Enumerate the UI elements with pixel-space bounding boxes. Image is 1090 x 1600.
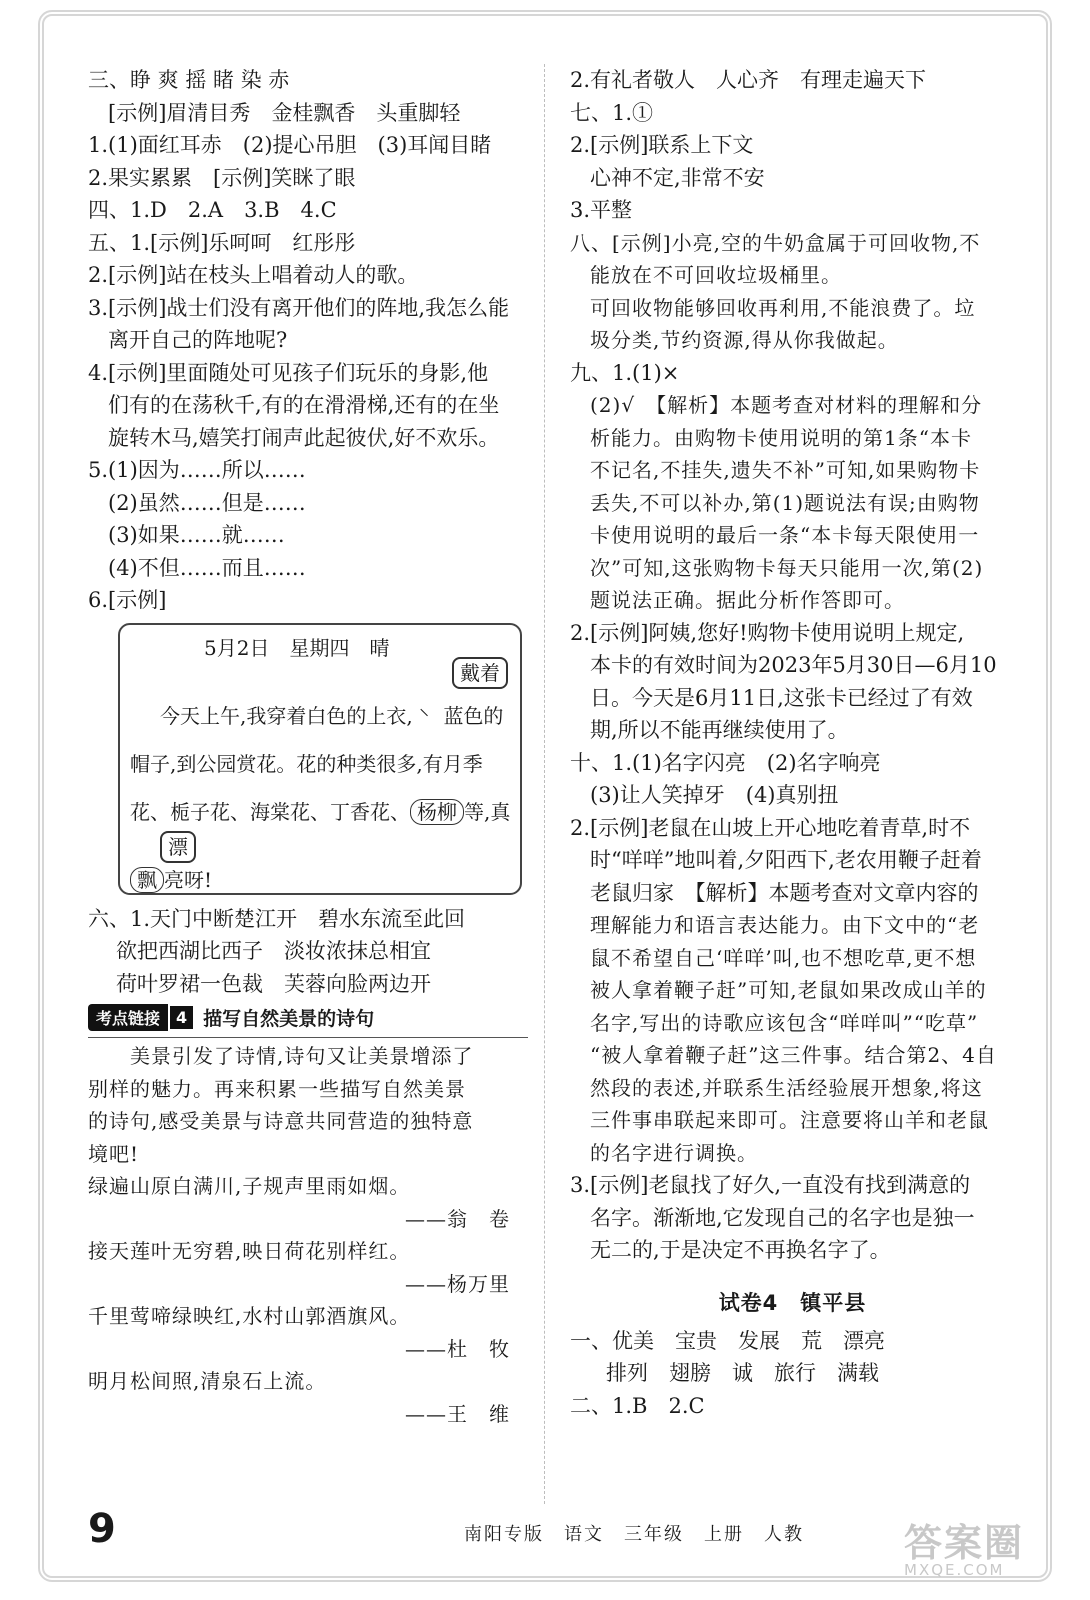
answer-line: 五、1.[示例]乐呵呵 红彤彤 [88, 230, 356, 255]
poem-line: 明月松间照,清泉石上流。 [88, 1369, 327, 1393]
link-text: 别样的魅力。再来积累一些描写自然美景 [88, 1076, 466, 1101]
answer-line: 排列 翅膀 诚 旅行 满载 [606, 1361, 879, 1385]
answer-line: 题说法正确。据此分析作答即可。 [590, 588, 905, 612]
link-title: 描写自然美景的诗句 [203, 1008, 375, 1030]
answer-line: 无二的,于是决定不再换名字了。 [590, 1238, 891, 1262]
answer-line: 3.[示例]老鼠找了好久,一直没有找到满意的 [570, 1173, 971, 1197]
answer-line: 三、睁 爽 摇 睹 染 赤 [88, 68, 290, 92]
diary-text: 亮呀! [164, 867, 213, 892]
answer-line: 2.[示例]老鼠在山坡上开心地吃着青草,时不 [570, 815, 971, 840]
answer-line: 能放在不可回收垃圾桶里。 [590, 263, 842, 287]
right-column [570, 64, 1015, 1422]
diary-text: 今天上午,我穿着白色的上衣, [160, 703, 413, 728]
answer-line: 3.[示例]战士们没有离开他们的阵地,我怎么能 [88, 295, 510, 320]
link-text: 境吧! [88, 1141, 140, 1166]
answer-line: 析能力。由购物卡使用说明的第1条“本卡 [590, 425, 972, 450]
answer-line: 时“咩咩”地叫着,夕阳西下,老农用鞭子赶着 [590, 848, 982, 872]
poem-line: 千里莺啼绿映红,水村山郭酒旗风。 [88, 1304, 411, 1328]
link-number: 4 [170, 1006, 193, 1029]
page-number: 9 [88, 1506, 116, 1552]
answer-line: 丢失,不可以补办,第(1)题说法有误;由购物 [590, 490, 980, 515]
diary-box [118, 623, 522, 895]
answer-line: (4)不但……而且…… [108, 555, 306, 580]
answer-line: 离开自己的阵地呢? [108, 328, 288, 352]
answer-line: 名字,写出的诗歌应该包含“咩咩叫”“吃草” [590, 1010, 979, 1035]
watermark-logo: 答案圈 [904, 1521, 1025, 1565]
insert-mark: ⸌ [419, 703, 430, 728]
circled-word: 杨柳 [410, 799, 464, 825]
answer-line: 圾分类,节约资源,得从你我做起。 [590, 328, 899, 352]
diary-date: 5月2日 星期四 晴 [204, 635, 390, 660]
answer-line: 六、1.天门中断楚江开 碧水东流至此回 [88, 906, 466, 931]
poem-line: 绿遍山原白满川,子规声里雨如烟。 [88, 1174, 411, 1198]
answer-line: 八、[示例]小亮,空的牛奶盒属于可回收物,不 [570, 230, 981, 255]
diary-line [130, 865, 212, 895]
answer-line: 名字。渐渐地,它发现自己的名字也是独一 [590, 1205, 975, 1230]
footer-text: 南阳专版 语文 三年级 上册 人教 [464, 1524, 804, 1545]
link-text: 美景引发了诗情,诗句又让美景增添了 [130, 1044, 474, 1068]
answer-line: 5.(1)因为……所以…… [88, 458, 306, 482]
answer-line: (3)如果……就…… [108, 523, 285, 547]
answer-line: 一、优美 宝贵 发展 荒 漂亮 [570, 1328, 885, 1353]
answer-line: 然段的表述,并联系生活经验展开想象,将这 [590, 1075, 983, 1100]
answer-line: “被人拿着鞭子赶”这三件事。结合第2、4自 [590, 1043, 997, 1067]
answer-line: 2.[示例]联系上下文 [570, 133, 754, 157]
poem-author: ——杜 牧 [405, 1336, 510, 1361]
link-text: 的诗句,感受美景与诗意共同营造的独特意 [88, 1109, 474, 1133]
circled-word: 飘 [130, 867, 164, 893]
link-badge: 考点链接 [88, 1004, 168, 1031]
answer-line: 理解能力和语言表达能力。由下文中的“老 [590, 913, 980, 937]
correction-tag: 漂 [160, 831, 196, 863]
diary-line [160, 701, 503, 731]
diary-text: 蓝色的 [443, 703, 504, 728]
answer-line: (2)虽然……但是…… [108, 490, 306, 515]
poem-author: ——杨万里 [405, 1271, 510, 1296]
watermark [904, 1512, 1054, 1584]
answer-line: 鼠不希望自己‘咩咩’叫,也不想吃草,更不想 [590, 945, 977, 970]
poem-author: ——王 维 [405, 1401, 510, 1426]
section-title: 试卷4 镇平县 [718, 1290, 867, 1315]
answer-line: 不记名,不挂失,遗失不补”可知,如果购物卡 [590, 458, 981, 482]
answer-line: 期,所以不能再继续使用了。 [590, 718, 849, 742]
watermark-url: MXQE.COM [904, 1561, 1005, 1579]
correction-tag: 戴着 [452, 657, 508, 689]
column-divider [544, 64, 545, 1504]
answer-line: 二、1.B 2.C [570, 1393, 705, 1418]
answer-line: 的名字进行调换。 [590, 1140, 758, 1165]
answer-line: 2.[示例]阿姨,您好!购物卡使用说明上规定, [570, 620, 965, 645]
answer-line: 旋转木马,嬉笑打闹声此起彼伏,好不欢乐。 [108, 425, 500, 450]
answer-line: [示例]眉清目秀 金桂飘香 头重脚轻 [108, 100, 461, 125]
answer-line: (2)√ 【解析】本题考查对材料的理解和分 [590, 393, 983, 417]
answer-line: 1.(1)面红耳赤 (2)提心吊胆 (3)耳闻目睹 [88, 133, 492, 157]
answer-line: 2.果实累累 [示例]笑眯了眼 [88, 165, 356, 190]
answer-line: 九、1.(1)× [570, 360, 680, 385]
link-rule [88, 1037, 528, 1038]
answer-line: 6.[示例] [88, 588, 167, 612]
answer-line: 荷叶罗裙一色裁 芙蓉向脸两边开 [116, 971, 431, 996]
poem-author: ——翁 卷 [405, 1206, 510, 1231]
answer-line: 心神不定,非常不安 [590, 165, 765, 190]
diary-line: 帽子,到公园赏花。花的种类很多,有月季 [130, 751, 483, 776]
answer-line: 被人拿着鞭子赶”可知,老鼠如果改成山羊的 [590, 978, 987, 1002]
answer-line: 十、1.(1)名字闪亮 (2)名字响亮 [570, 750, 881, 775]
answer-line: 4.[示例]里面随处可见孩子们玩乐的身影,他 [88, 360, 489, 385]
answer-line: 老鼠归家 【解析】本题考查对文章内容的 [590, 880, 979, 905]
answer-line: 欲把西湖比西子 淡妆浓抹总相宜 [116, 939, 431, 963]
answer-line: (3)让人笑掉牙 (4)真别扭 [590, 783, 839, 807]
answer-line: 可回收物能够回收再利用,不能浪费了。垃 [590, 295, 976, 320]
answer-line: 次”可知,这张购物卡每天只能用一次,第(2) [590, 555, 984, 580]
knowledge-link-header [88, 1004, 528, 1031]
answer-line: 卡使用说明的最后一条“本卡每天限使用一 [590, 523, 980, 547]
answer-line: 三件事串联起来即可。注意要将山羊和老鼠 [590, 1108, 989, 1132]
answer-line: 日。今天是6月11日,这张卡已经过了有效 [590, 685, 973, 710]
answer-line: 四、1.D 2.A 3.B 4.C [88, 198, 337, 222]
diary-text: 花、栀子花、海棠花、丁香花、 [130, 799, 410, 824]
diary-text: 等,真 [464, 799, 511, 824]
answer-line: 2.[示例]站在枝头上唱着动人的歌。 [88, 263, 419, 287]
answer-line: 3.平整 [570, 198, 633, 222]
poem-line: 接天莲叶无穷碧,映日荷花别样红。 [88, 1239, 411, 1263]
left-column [88, 64, 528, 1430]
answer-line: 2.有礼者敬人 人心齐 有理走遍天下 [570, 68, 927, 92]
answer-line: 们有的在荡秋千,有的在滑滑梯,还有的在坐 [108, 393, 500, 417]
answer-line: 本卡的有效时间为2023年5月30日—6月10 [590, 653, 997, 677]
diary-line [130, 797, 510, 827]
answer-line: 七、1.① [570, 100, 654, 125]
